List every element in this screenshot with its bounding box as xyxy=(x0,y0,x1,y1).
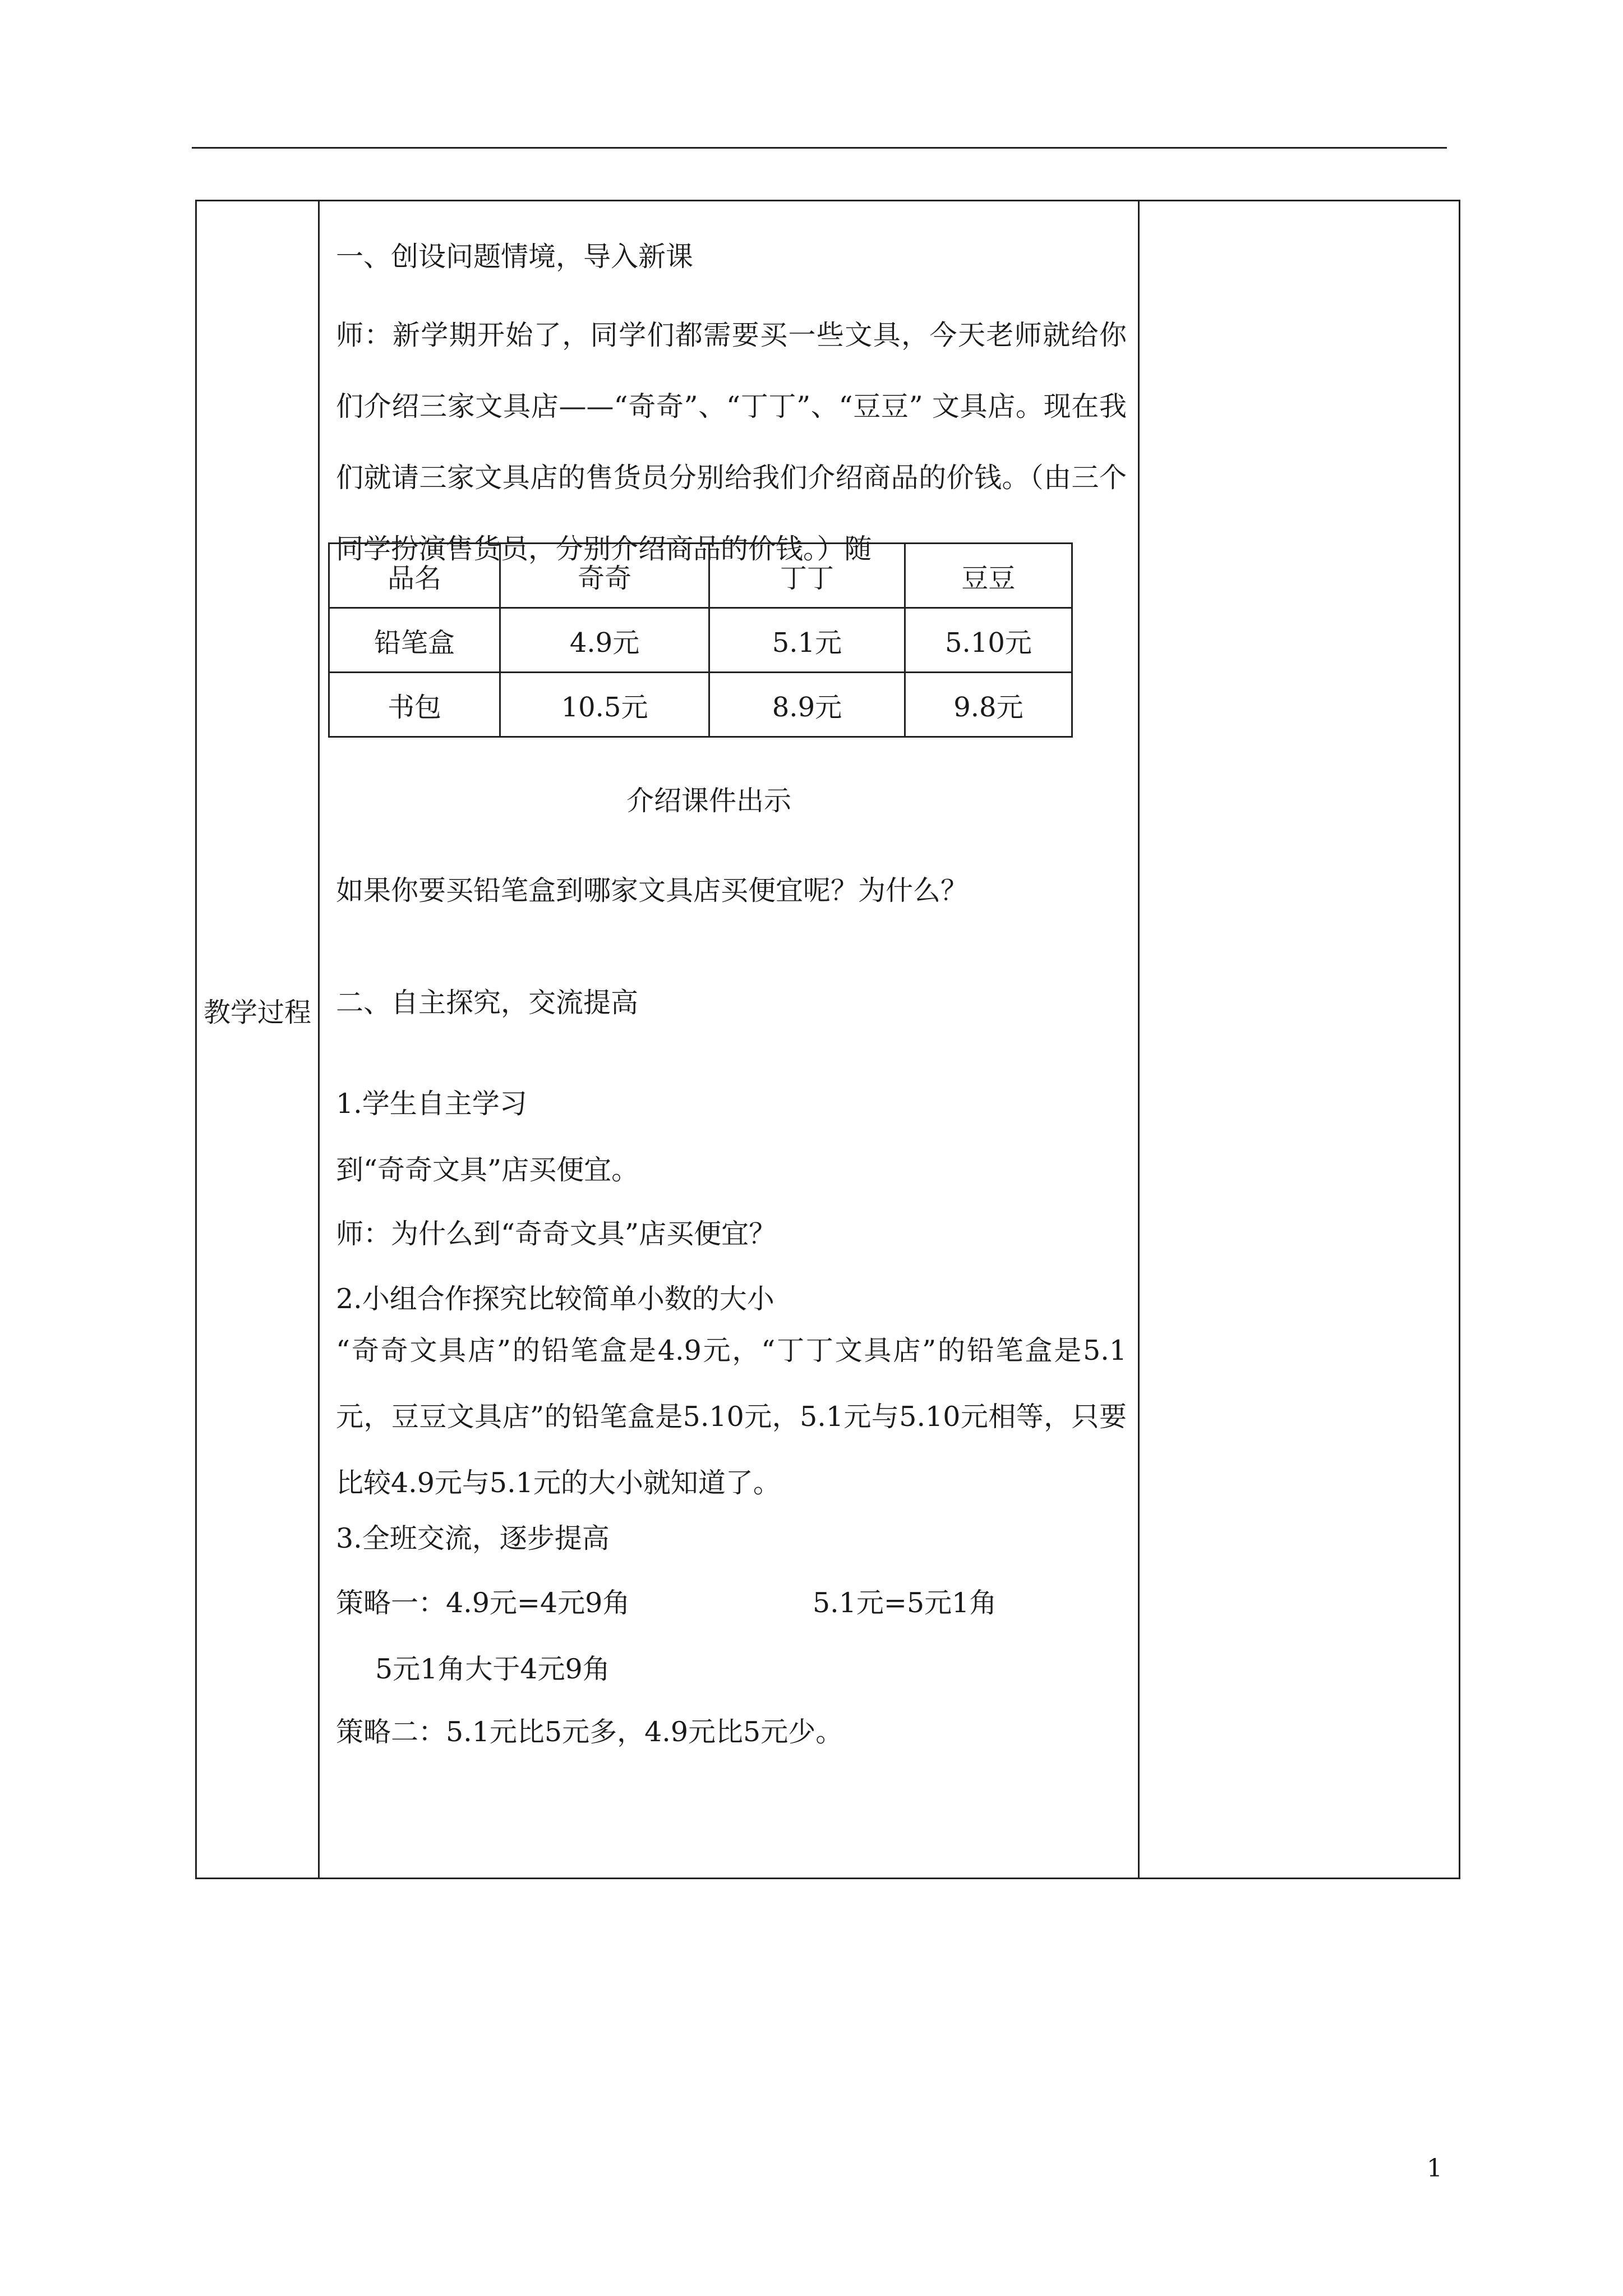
step3-text: 3.全班交流，逐步提高 xyxy=(336,1522,610,1554)
table-caption: 介绍课件出示 xyxy=(626,785,791,817)
header-rule xyxy=(192,147,1447,149)
step2-text: 2.小组合作探究比较简单小数的大小 xyxy=(336,1283,774,1315)
section2-paragraph: “奇奇文具店”的铅笔盒是4.9元，“丁丁文具店”的铅笔盒是5.1元，豆豆文具店”的铅笔盒是5.10元，5.1元与5.10元相等，只要比较4.9元与5.1元的大小就知道了。 xyxy=(336,1335,1127,1499)
cell-price: 10.5元 xyxy=(500,673,709,737)
cell-price: 8.9元 xyxy=(709,673,905,737)
strategy1-right: 5.1元=5元1角 xyxy=(813,1587,997,1619)
table-row xyxy=(329,608,1072,673)
cell-price: 5.10元 xyxy=(905,608,1072,673)
price-table xyxy=(328,542,1073,738)
header-dingding: 丁丁 xyxy=(709,544,905,608)
cell-item: 铅笔盒 xyxy=(329,608,500,673)
cell-item: 书包 xyxy=(329,673,500,737)
table-row xyxy=(329,673,1072,737)
header-item: 品名 xyxy=(329,544,500,608)
header-qiqi: 奇奇 xyxy=(500,544,709,608)
teacher-question: 师：为什么到“奇奇文具”店买便宜？ xyxy=(336,1218,777,1250)
page-number: 1 xyxy=(1427,2154,1442,2183)
section1-title: 一、创设问题情境，导入新课 xyxy=(336,241,694,273)
answer-text: 到“奇奇文具”店买便宜。 xyxy=(336,1154,639,1186)
section2-title: 二、自主探究，交流提高 xyxy=(336,987,639,1019)
header-doudou: 豆豆 xyxy=(905,544,1072,608)
section1-paragraph: 师：新学期开始了，同学们都需要买一些文具，今天老师就给你们介绍三家文具店——“奇奇”、“丁丁”、“豆豆” 文具店。现在我们就请三家文具店的售货员分别给我们介绍商品的价钱。（由三个同学扮演售货员，分别介绍商品的价钱。）随 xyxy=(336,319,1127,565)
step1-text: 1.学生自主学习 xyxy=(336,1088,527,1120)
cell-price: 5.1元 xyxy=(709,608,905,673)
cell-price: 9.8元 xyxy=(905,673,1072,737)
column-divider-right xyxy=(1138,201,1140,1878)
question-text: 如果你要买铅笔盒到哪家文具店买便宜呢？为什么？ xyxy=(336,875,969,907)
strategy2-text: 策略二：5.1元比5元多，4.9元比5元少。 xyxy=(336,1716,843,1748)
price-table-header-row xyxy=(329,544,1072,608)
cell-price: 4.9元 xyxy=(500,608,709,673)
row-label: 教学过程 xyxy=(203,997,311,1028)
strategy1-left: 策略一：4.9元=4元9角 xyxy=(336,1587,630,1619)
lesson-table xyxy=(195,200,1460,1879)
column-divider-left xyxy=(318,201,320,1878)
strategy1-conclusion: 5元1角大于4元9角 xyxy=(375,1653,610,1685)
